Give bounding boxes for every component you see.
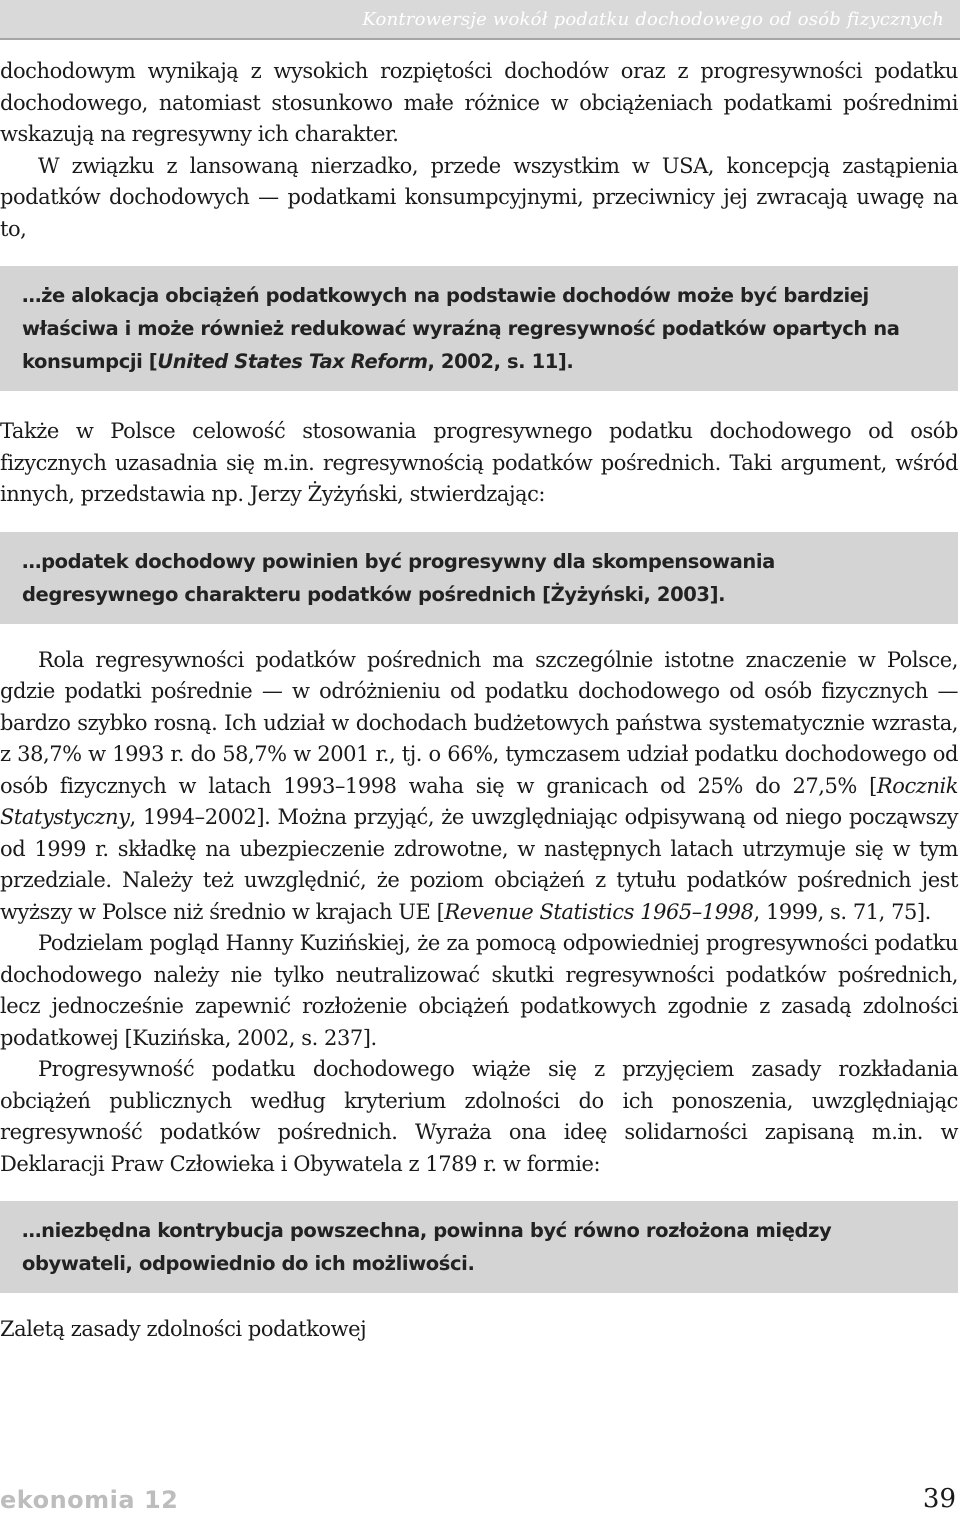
paragraph-poland: Także w Polsce celowość stosowania progresywnego podatku dochodowego od osób fizycznych uzasadnia się m.in. regresywnością podatków pośrednich. Taki argument, wśród innych, przedstawia np. Jerzy Żyżyński, stwierdzając: [0, 419, 958, 506]
citation-title-rocznik: Rocznik Statystyczny [0, 773, 958, 829]
block-quote-zyzynski [0, 532, 958, 624]
block-quote-declaration [0, 1201, 958, 1293]
paragraph-ability-principle: Zaletą zasady zdolności podatkowej [0, 1317, 367, 1341]
paragraph-kuzinska: Podzielam pogląd Hanny Kuzińskiej, że za pomocą odpowiedniej progresywności podatku dochodowego należy nie tylko neutralizować skutki regresywności podatków pośrednich, lecz jednocześnie zapewnić rozłożenie obciążeń podatkowych zgodnie z zasadą zdolności podatkowej [Kuzińska, 2002, s. 237]. [0, 931, 958, 1050]
citation-title-revenue: Revenue Statistics 1965–1998 [444, 899, 754, 924]
running-header [0, 0, 960, 40]
running-title: Kontrowersje wokół podatku dochodowego od osób fizycznych [362, 9, 944, 30]
quote-text: …że alokacja obciążeń podatkowych na podstawie dochodów może być bardziej właściwa i może również redukować wyraźną regresywność podatków opartych na konsumpcji [United States Tax Reform, 2002, s. 11]. [22, 284, 900, 373]
quote-citation-title: United States Tax Reform [157, 350, 428, 373]
page-number: 39 [922, 1484, 956, 1514]
paragraph-regressivity: Rola regresywności podatków pośrednich ma szczególnie istotne znaczenie w Polsce, gdzie podatki pośrednie — w odróżnieniu od podatku dochodowego od osób fizycznych — bardzo szybko rosną. Ich udział w dochodach budżetowych państwa systematycznie wzrasta, z 38,7% w 1993 r. do 58,7% w 2001 r., tj. o 66%, tymczasem udział podatku dochodowego od osób fizycznych w latach 1993–1998 waha się w granicach od 25% do 27,5% [Rocznik Statystyczny, 1994–2002]. Można przyjąć, że uwzględniając odpisywaną od niego począwszy od 1999 r. składkę na ubezpieczenie zdrowotne, w następnych latach utrzymuje się w tym przedziale. Należy też uwzględnić, że poziom obciążeń z tytułu podatków pośrednich jest wyższy w Polsce niż średnio w krajach UE [Revenue Statistics 1965–1998, 1999, s. 71, 75]. [0, 647, 958, 924]
page-body [0, 56, 958, 1346]
quote-text: …podatek dochodowy powinien być progresywny dla skompensowania degresywnego charakteru podatków pośrednich [Żyżyński, 2003]. [22, 549, 775, 606]
paragraph-solidarity: Progresywność podatku dochodowego wiąże się z przyjęciem zasady rozkładania obciążeń publicznych według kryterium zdolności do ich ponoszenia, uwzględniając regresywność podatków pośrednich. Wyraża ona ideę solidarności zapisaną m.in. w Deklaracji Praw Człowieka i Obywatela z 1789 r. w formie: [0, 1057, 958, 1176]
quote-text: …niezbędna kontrybucja powszechna, powinna być równo rozłożona między obywateli, odpowiednio do ich możliwości. [22, 1219, 832, 1275]
block-quote-tax-reform [0, 266, 958, 391]
paragraph-continuation: dochodowym wynikają z wysokich rozpiętości dochodów oraz z progresywności podatku dochodowego, natomiast stosunkowo małe różnice w obciążeniach podatkami pośrednimi wskazują na regresywny ich charakter. [0, 59, 958, 146]
journal-brand: ekonomia 12 [0, 1486, 179, 1514]
paragraph-usa-concept: W związku z lansowaną nierzadko, przede wszystkim w USA, koncepcją zastąpienia podatków dochodowych — podatkami konsumpcyjnymi, przeciwnicy jej zwracają uwagę na to, [0, 153, 958, 241]
